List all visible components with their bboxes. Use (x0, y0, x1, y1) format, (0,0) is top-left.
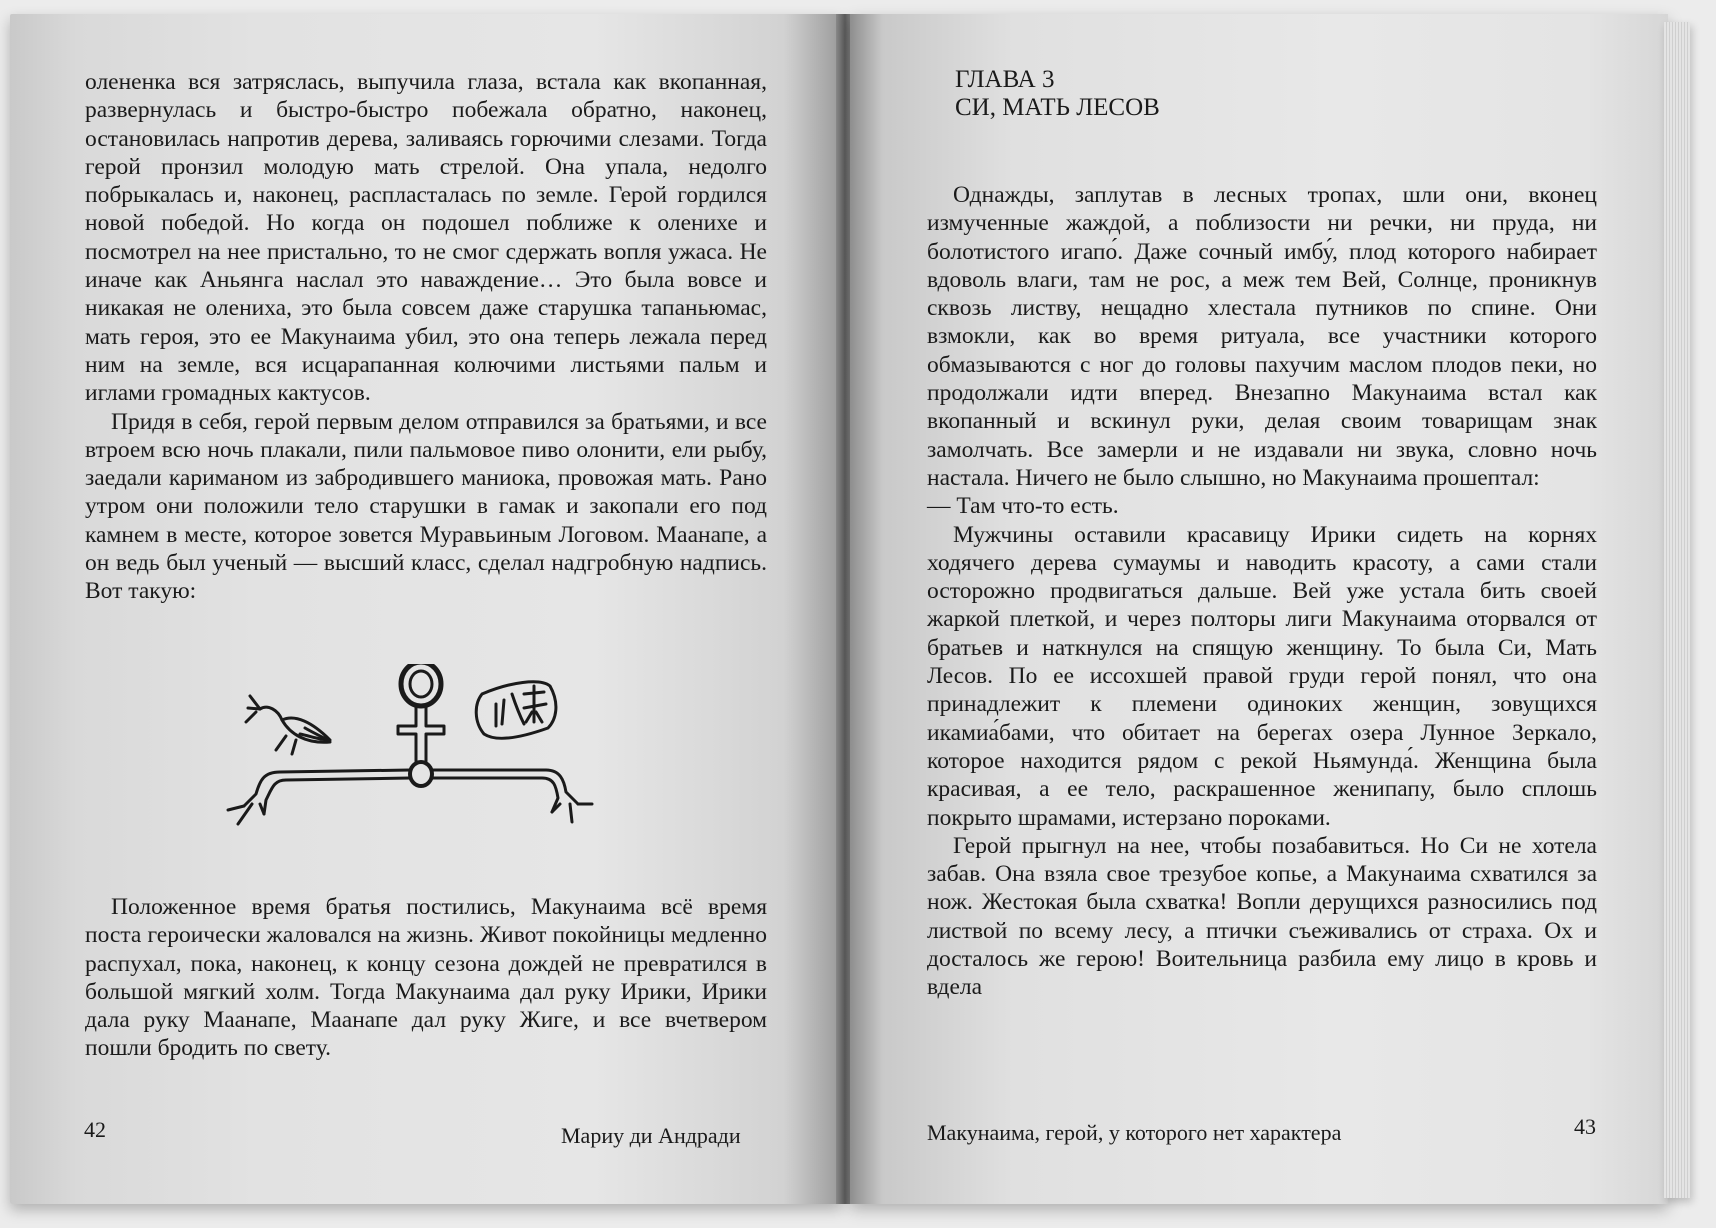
left-page-text-top (85, 68, 767, 606)
right-paragraph-2: — Там что-то есть. (927, 493, 1119, 520)
left-paragraph-2: Придя в себя, герой первым делом отправился за братьями, и все втроем всю ночь плакали, пили пальмовое пиво олонити, ели рыбу, заедали кариманом из забродившего маниока, провожая мать. Рано утром они положили тело старушки в гамак и закопали его под камнем в месте, которое зовется Муравьиным Логовом. Маанапе, а он ведь был ученый — высший класс, сделал надгробную надпись. Вот такую: (85, 408, 767, 605)
right-paragraph-1: Однажды, заплутав в лесных тропах, шли они, вконец измученные жаждой, а поблизости ни речки, ни пруда, ни болотистого игапо́. Даже сочный имбу́, плод которого набирает вдоволь влаги, там не рос, а меж тем Вей, Солнце, проникнув сквозь листву, нещадно хлестала путников по спине. Они взмокли, как во время ритуала, все участники которого обмазываются с ног до головы пахучим маслом плодов пеки, но продолжали идти вперед. Внезапно Макунаима встал как вкопанный и вскинул руки, делая своим товарищам знак замолчать. Все замерли и не издавали ни звука, словно ночь настала. Ничего не было слышно, но Макунаима прошептал: (927, 182, 1597, 491)
stone-tablet-icon (476, 682, 556, 738)
left-page-text-bottom (85, 893, 767, 1063)
right-paragraph-3: Мужчины оставили красавицу Ирики сидеть на корнях ходячего дерева сумаумы и наводить красоту, а сами стали осторожно продвигаться дальше. Вей уже устала бить своей жаркой плеткой, и через полторы лиги Макунаима оторвался от братьев и наткнулся на спящую женщину. То была Си, Мать Лесов. По ее иссохшей правой груди герой понял, что она принадлежит к племени одиноких женщин, зовущихся икамиа́бами, что обитает на берегах озера Лунное Зеркало, которое находится рядом с рекой Ньямунда́. Женщина была красивая, а ее тело, раскрашенное женипапу, было сплошь покрыто шрамами, истерзано пороками. (927, 521, 1597, 831)
left-page-number: 42 (84, 1117, 106, 1142)
left-paragraph-1: олененка вся затряслась, выпучила глаза, встала как вкопанная, развернулась и быстро-быстро побежала обратно, наконец, остановилась напротив дерева, заливаясь горючими слезами. Тогда герой пронзил молодую мать стрелой. Она упала, недолго побрыкалась и, наконец, распласталась по земле. Герой гордился новой победой. Но когда он подошел поближе к оленихе и посмотрел на нее пристально, то не смог сдержать вопля ужаса. Не иначе как Аньянга наслал это наваждение… Это была вовсе и никакая не олениха, это была совсем даже старушка тапаньюмас, мать героя, это ее Макунаима убил, это она теперь лежала перед ним на земле, вся исцарапанная колючими листьями пальм и иглами громадных кактусов. (85, 69, 767, 407)
chapter-number: ГЛАВА 3 (955, 66, 1055, 93)
ankh-figure-icon (228, 664, 592, 824)
right-paragraph-4: Герой прыгнул на нее, чтобы позабавиться. Но Си не хотела забав. Она взяла свое трезубое копье, а Макунаима схватился за нож. Жестокая была схватка! Вопли дерущихся разносились под листвой по всему лесу, а птички съеживались от страха. Ох и досталось же герою! Воительница разбила ему лицо в кровь и вдела (927, 832, 1597, 1001)
right-page-number: 43 (1574, 1114, 1596, 1139)
chapter-heading (955, 66, 1160, 122)
right-page-text (927, 181, 1597, 1002)
page-edges (1664, 22, 1690, 1198)
right-running-head: Макунаима, герой, у которого нет характера (927, 1120, 1342, 1145)
left-running-head: Мариу ди Андради (561, 1123, 741, 1148)
left-paragraph-3: Положенное время братья постились, Макунаима всё время поста героически жаловался на жизнь. Живот покойницы медленно распухал, пока, наконец, к концу сезона дождей не превратился в большой мягкий холм. Тогда Макунаима дал руку Ирики, Ирики дала руку Маанапе, Маанапе дал руку Жиге, и все вчетвером пошли бродить по свету. (85, 894, 767, 1062)
bird-glyph-icon (246, 696, 330, 754)
chapter-title: СИ, МАТЬ ЛЕСОВ (955, 94, 1160, 121)
tombstone-inscription-figure (220, 664, 620, 874)
